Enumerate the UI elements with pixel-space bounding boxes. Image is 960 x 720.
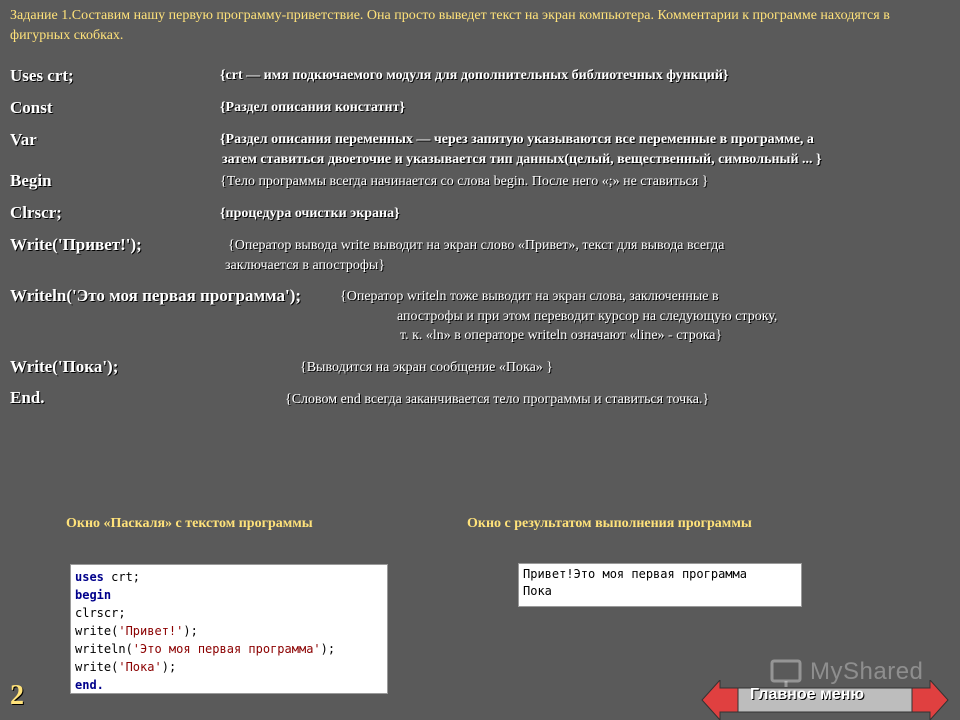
keyword-end: End.: [10, 388, 45, 407]
code-token: 'Пока': [118, 660, 162, 674]
code-token: );: [161, 660, 177, 674]
program-output-window: [518, 563, 802, 607]
comment-writeln-line1: {Оператор writeln тоже выводит на экран слова, заключенные в: [340, 289, 719, 304]
arrow-right-icon: [910, 680, 950, 720]
code-token: 'Привет!': [118, 624, 184, 638]
keyword-var: Var: [10, 130, 37, 149]
comment-write-line2: заключается в апострофы}: [225, 258, 386, 273]
code-token: end.: [75, 678, 104, 692]
keyword-writeln: Writeln('Это моя первая программа');: [10, 286, 302, 305]
code-token: crt;: [103, 570, 141, 584]
main-menu-nav: [700, 680, 950, 720]
keyword-clrscr: Clrscr;: [10, 203, 62, 222]
pascal-code-window: [70, 564, 388, 694]
code-token: writeln(: [75, 642, 133, 656]
caption-pascal-window: Окно «Паскаля» с текстом программы: [66, 516, 313, 531]
comment-begin: {Тело программы всегда начинается со слова begin. После него «;» не ставиться }: [220, 174, 709, 189]
keyword-const: Const: [10, 98, 53, 117]
code-line: [75, 658, 383, 676]
keyword-write-bye: Write('Пока');: [10, 357, 119, 376]
code-line: [75, 604, 383, 622]
keyword-write-hello: Write('Привет!');: [10, 235, 142, 254]
code-token: );: [320, 642, 336, 656]
slide-number: 2: [10, 680, 24, 711]
comment-var-line2: затем ставиться двоеточие и указывается тип данных(целый, вещественный, символьный ... }: [222, 152, 822, 167]
comment-write-bye: {Выводится на экран сообщение «Пока» }: [300, 360, 554, 375]
code-token: 'Это моя первая программа': [132, 642, 321, 656]
code-token: write(: [75, 624, 119, 638]
code-token: uses: [75, 570, 104, 584]
comment-clrscr: {процедура очистки экрана}: [220, 206, 400, 221]
code-token: );: [183, 624, 198, 638]
task-description: Задание 1.Составим нашу первую программу-приветствие. Она просто выведет текст на экран компьютера. Комментарии к программе находятся в фигурных скобках.: [10, 8, 890, 43]
code-line: [75, 568, 383, 586]
output-line: Привет!Это моя первая программа: [523, 567, 747, 581]
main-menu-link[interactable]: Главное меню: [750, 686, 865, 703]
watermark-text: MyShared: [810, 658, 924, 685]
code-line: [75, 586, 383, 604]
next-slide-button[interactable]: [910, 680, 950, 720]
arrow-left-icon: [700, 680, 740, 720]
comment-const: {Раздел описания констатнт}: [220, 100, 406, 115]
code-token: clrscr;: [75, 606, 126, 620]
code-token: write(: [75, 660, 119, 674]
comment-writeln-line2: апострофы и при этом переводит курсор на следующую строку,: [397, 309, 778, 324]
code-line: [75, 640, 383, 658]
comment-var-line1: {Раздел описания переменных — через запятую указываются все переменные в программе, а: [220, 132, 814, 147]
code-line: [75, 622, 383, 640]
keyword-uses: Uses crt;: [10, 66, 74, 85]
comment-write-line1: {Оператор вывода write выводит на экран слово «Привет», текст для вывода всегда: [228, 238, 725, 253]
keyword-begin: Begin: [10, 171, 52, 190]
caption-output-window: Окно с результатом выполнения программы: [467, 516, 752, 531]
output-line: Пока: [523, 584, 552, 598]
comment-writeln-line3: т. к. «ln» в операторе writeln означают «line» - строка}: [400, 328, 723, 343]
comment-end: {Словом end всегда заканчивается тело программы и ставиться точка.}: [285, 392, 710, 407]
comment-uses: {crt — имя подкючаемого модуля для дополнительных библиотечных функций}: [220, 68, 729, 83]
code-token: begin: [75, 588, 112, 602]
code-line: [75, 676, 383, 694]
prev-slide-button[interactable]: [700, 680, 740, 720]
